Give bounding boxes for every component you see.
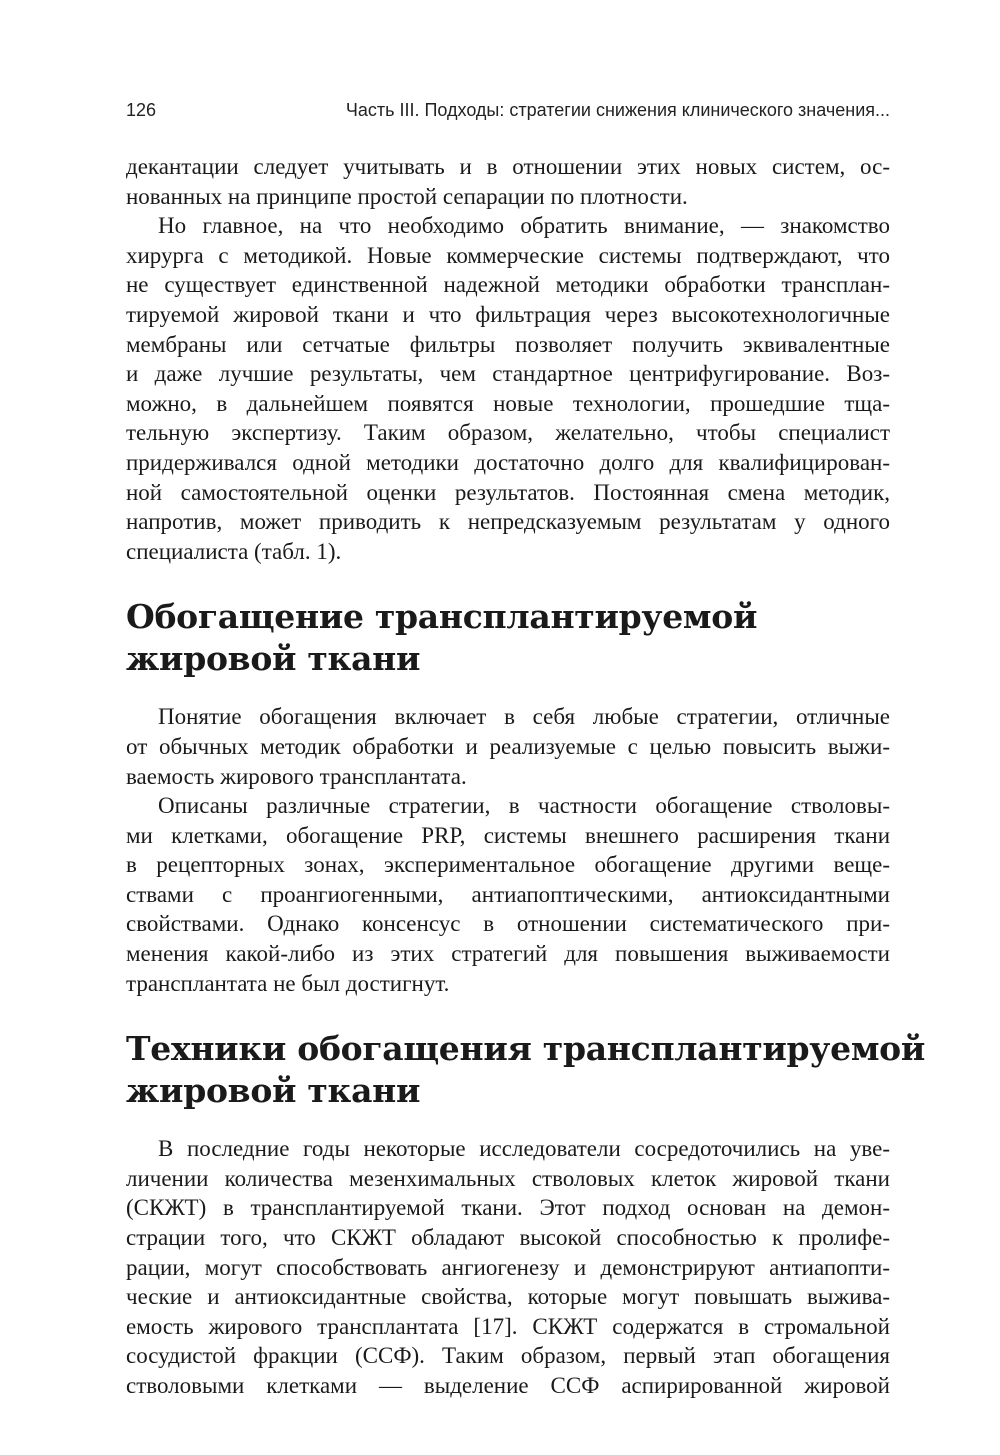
paragraph-enrichment-strategies [126, 791, 890, 998]
paragraph-stem-cells [126, 1134, 890, 1400]
running-header [126, 100, 890, 130]
text-line: в рецепторных зонах, экспериментальное обогащение другими веще- [126, 852, 890, 878]
text-line: хирурга с методикой. Новые коммерческие системы подтверждают, что [126, 242, 890, 268]
section-heading-enrichment [126, 596, 890, 680]
book-page [126, 100, 926, 1401]
heading-line: жировой ткани [126, 1071, 421, 1111]
text-line: декантации следует учитывать и в отношении этих новых систем, ос- [126, 154, 890, 179]
text-line: ваемость жирового трансплантата. [126, 763, 467, 789]
text-line: личении количества мезенхимальных стволовых клеток жировой ткани [126, 1165, 890, 1191]
text-line: мембраны или сетчатые фильтры позволяет получить эквивалентные [126, 331, 890, 357]
heading-line: Техники обогащения трансплантируемой [126, 1029, 926, 1069]
text-line: свойствами. Однако консенсус в отношении систематического при- [126, 911, 890, 937]
text-line: менения какой-либо из этих стратегий для повышения выживаемости [126, 941, 890, 967]
text-line: Но главное, на что необходимо обратить внимание, — знакомство [158, 213, 890, 239]
text-line: специалиста (табл. 1). [126, 538, 342, 564]
text-line: (СКЖТ) в трансплантируемой ткани. Этот подход основан на демон- [126, 1195, 890, 1221]
text-line: ми клетками, обогащение PRP, системы внешнего расширения ткани [126, 822, 890, 848]
text-line: не существует единственной надежной методики обработки трансплан- [126, 272, 890, 298]
text-line: ческие и антиоксидантные свойства, которые могут повышать выжива- [126, 1284, 890, 1310]
text-line: страции того, что СКЖТ обладают высокой способностью к пролифе- [126, 1225, 890, 1251]
text-line: ной самостоятельной оценки результатов. Постоянная смена методик, [126, 479, 890, 505]
text-line: сосудистой фракции (ССФ). Таким образом, первый этап обогащения [126, 1343, 890, 1369]
text-line: тируемой жировой ткани и что фильтрация через высокотехнологичные [126, 301, 890, 327]
paragraph-continuation [126, 152, 890, 211]
text-line: Понятие обогащения включает в себя любые стратегии, отличные [158, 704, 890, 730]
text-line: Описаны различные стратегии, в частности обогащение стволовы- [158, 793, 890, 819]
text-line: стволовыми клетками — выделение ССФ аспирированной жировой [126, 1373, 890, 1398]
text-line: емость жирового трансплантата [17]. СКЖТ содержатся в стромальной [126, 1313, 890, 1339]
text-line: и даже лучшие результаты, чем стандартное центрифугирование. Воз- [126, 361, 890, 387]
heading-line: жировой ткани [126, 639, 421, 679]
text-line: можно, в дальнейшем появятся новые технологии, прошедшие тща- [126, 390, 890, 416]
paragraph-enrichment-definition [126, 702, 890, 791]
text-line: ствами с проангиогенными, антиапоптическими, антиоксидантными [126, 881, 890, 907]
text-line: от обычных методик обработки и реализуемые с целью повысить выжи- [126, 733, 890, 759]
page-number: 126 [126, 100, 157, 120]
text-line: В последние годы некоторые исследователи сосредоточились на уве- [158, 1136, 890, 1162]
heading-line: Обогащение трансплантируемой [126, 597, 758, 637]
paragraph-method-familiarity [126, 211, 890, 566]
section-heading-enrichment-techniques [126, 1028, 926, 1112]
text-line: рации, могут способствовать ангиогенезу и демонстрируют антиапопти- [126, 1254, 890, 1280]
text-line: напротив, может приводить к непредсказуемым результатам у одного [126, 509, 890, 535]
text-line: придерживался одной методики достаточно долго для квалифицирован- [126, 449, 890, 475]
running-title: Часть III. Подходы: стратегии снижения клинического значения... [345, 100, 890, 120]
text-line: трансплантата не был достигнут. [126, 970, 450, 996]
text-line: тельную экспертизу. Таким образом, желательно, чтобы специалист [126, 420, 890, 446]
text-line: нованных на принципе простой сепарации по плотности. [126, 183, 688, 209]
